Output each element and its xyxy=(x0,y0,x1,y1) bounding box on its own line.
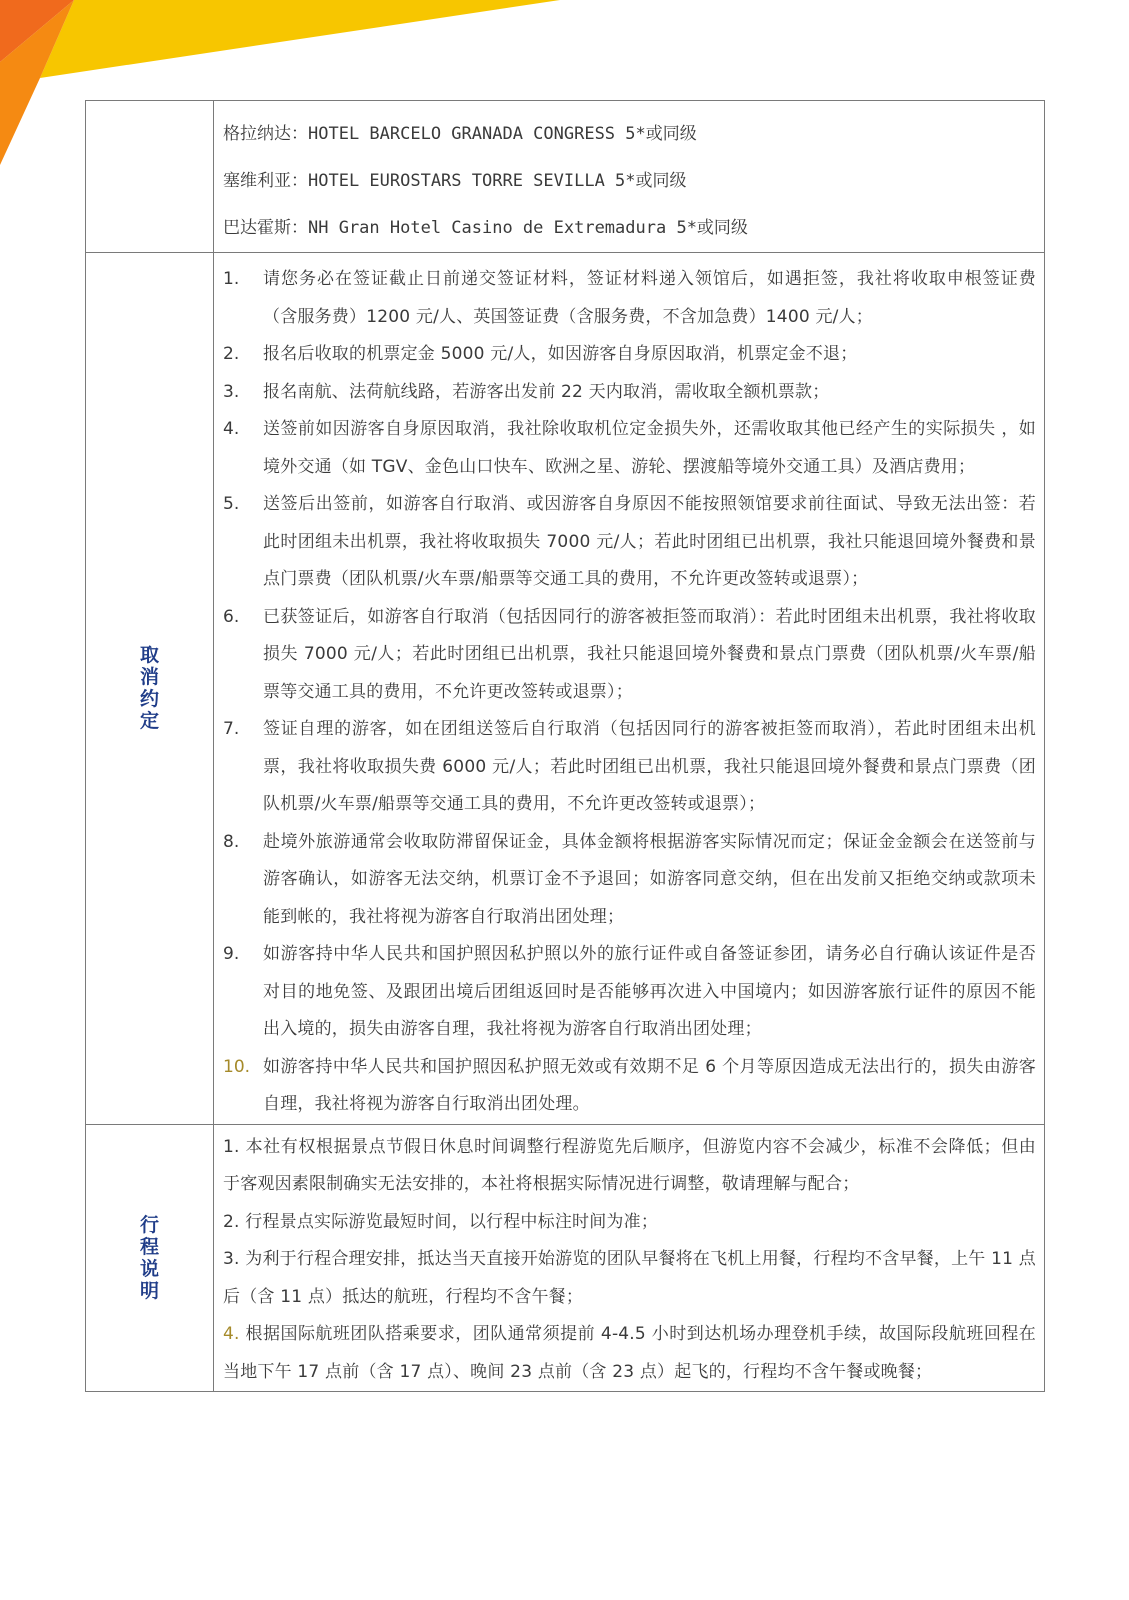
hotel-badajoz: 巴达霍斯：NH Gran Hotel Casino de Extremadura 5*或同级 xyxy=(223,218,748,238)
itinerary-label: 行程说明 xyxy=(139,1213,159,1302)
item-text: 签证自理的游客，如在团组送签后自行取消（包括因同行的游客被拒签而取消），若此时团组未出机票，我社将收取损失费 6000 元/人；若此时团组已出机票，我社只能退回境外餐费和景点门票费（团队机票/火车票/船票等交通工具的费用，不允许更改签转或退票）； xyxy=(263,719,1036,814)
item-number: 7. xyxy=(223,719,240,739)
item-text: 根据国际航班团队搭乘要求，团队通常须提前 4-4.5 小时到达机场办理登机手续，故国际段航班回程在当地下午 17 点前（含 17 点）、晚间 23 点前（含 23 点）起飞的，行程均不含午餐或晚餐； xyxy=(223,1324,1037,1382)
cancellation-item xyxy=(223,486,1036,599)
itinerary-content-cell xyxy=(214,1124,1045,1392)
itinerary-label-cell xyxy=(86,1124,214,1392)
itinerary-item xyxy=(223,1129,1036,1204)
item-text: 为利于行程合理安排，抵达当天直接开始游览的团队早餐将在飞机上用餐，行程均不含早餐，上午 11 点后（含 11 点）抵达的航班，行程均不含午餐； xyxy=(223,1249,1036,1307)
cancellation-item xyxy=(223,711,1036,824)
item-text: 报名南航、法荷航线路，若游客出发前 22 天内取消，需收取全额机票款； xyxy=(263,381,830,402)
item-text: 已获签证后，如游客自行取消（包括因同行的游客被拒签而取消）：若此时团组未出机票，我社将收取损失 7000 元/人；若此时团组已出机票，我社只能退回境外餐费和景点门票费（团队机票/火车票/船票等交通工具的费用，不允许更改签转或退票）； xyxy=(263,606,1036,702)
item-text: 行程景点实际游览最短时间，以行程中标注时间为准； xyxy=(245,1211,659,1232)
item-number: 9. xyxy=(223,944,240,964)
hotel-sevilla: 塞维利亚：HOTEL EUROSTARS TORRE SEVILLA 5*或同级 xyxy=(223,171,687,191)
hotel-granada: 格拉纳达：HOTEL BARCELO GRANADA CONGRESS 5*或同级 xyxy=(223,124,697,144)
itinerary-table xyxy=(85,100,1045,1392)
cancellation-item xyxy=(223,336,1036,374)
item-text: 如游客持中华人民共和国护照因私护照以外的旅行证件或自备签证参团，请务必自行确认该证件是否对目的地免签、及跟团出境后团组返回时是否能够再次进入中国境内；如因游客旅行证件的原因不能出入境的，损失由游客自理，我社将视为游客自行取消出团处理； xyxy=(263,944,1036,1039)
hotels-content-cell xyxy=(214,101,1045,253)
item-text: 如游客持中华人民共和国护照因私护照无效或有效期不足 6 个月等原因造成无法出行的，损失由游客自理，我社将视为游客自行取消出团处理。 xyxy=(263,1056,1036,1114)
cancellation-item xyxy=(223,261,1036,336)
itinerary-item xyxy=(223,1316,1036,1391)
hotels-label-cell xyxy=(86,101,214,253)
cancellation-item xyxy=(223,824,1036,937)
itinerary-item xyxy=(223,1204,1036,1242)
item-text: 赴境外旅游通常会收取防滞留保证金，具体金额将根据游客实际情况而定；保证金金额会在送签前与游客确认，如游客无法交纳，机票订金不予退回；如游客同意交纳，但在出发前又拒绝交纳或款项未能到帐的，我社将视为游客自行取消出团处理； xyxy=(263,831,1036,927)
item-text: 送签后出签前，如游客自行取消、或因游客自身原因不能按照领馆要求前往面试、导致无法出签：若此时团组未出机票，我社将收取损失 7000 元/人；若此时团组已出机票，我社只能退回境外餐费和景点门票费（团队机票/火车票/船票等交通工具的费用，不允许更改签转或退票）； xyxy=(263,494,1036,589)
item-number: 2. xyxy=(223,1211,240,1232)
item-number: 3. xyxy=(223,1249,240,1269)
cancellation-item xyxy=(223,374,1036,412)
cancellation-item xyxy=(223,411,1036,486)
item-number: 5. xyxy=(223,494,240,514)
itinerary-notes-row xyxy=(86,1124,1045,1392)
item-text: 送签前如因游客自身原因取消，我社除收取机位定金损失外，还需收取其他已经产生的实际损失 ，如境外交通（如 TGV、金色山口快车、欧洲之星、游轮、摆渡船等境外交通工具）及酒店费用； xyxy=(263,419,1036,477)
item-number: 8. xyxy=(223,831,240,852)
cancellation-item xyxy=(223,936,1036,1049)
cancellation-row xyxy=(86,253,1045,1125)
cancellation-label: 取消约定 xyxy=(139,644,159,733)
item-number: 1. xyxy=(223,269,240,289)
cancellation-content-cell xyxy=(214,253,1045,1125)
item-text: 本社有权根据景点节假日休息时间调整行程游览先后顺序，但游览内容不会减少，标准不会降低；但由于客观因素限制确实无法安排的，本社将根据实际情况进行调整，敬请理解与配合； xyxy=(223,1136,1037,1194)
hotels-row xyxy=(86,101,1045,253)
item-number: 4. xyxy=(223,419,240,439)
item-text: 报名后收取的机票定金 5000 元/人，如因游客自身原因取消，机票定金不退； xyxy=(263,344,858,364)
cancellation-item xyxy=(223,599,1036,712)
item-number: 10. xyxy=(223,1056,251,1077)
itinerary-item xyxy=(223,1241,1036,1316)
item-number: 3. xyxy=(223,381,240,402)
item-number: 6. xyxy=(223,606,240,627)
item-text: 请您务必在签证截止日前递交签证材料，签证材料递入领馆后，如遇拒签，我社将收取申根签证费（含服务费）1200 元/人、英国签证费（含服务费，不含加急费）1400 元/人； xyxy=(263,269,1036,327)
item-number: 2. xyxy=(223,344,240,364)
cancellation-label-cell xyxy=(86,253,214,1125)
item-number: 1. xyxy=(223,1136,240,1157)
cancellation-item xyxy=(223,1049,1036,1124)
item-number: 4. xyxy=(223,1324,240,1344)
